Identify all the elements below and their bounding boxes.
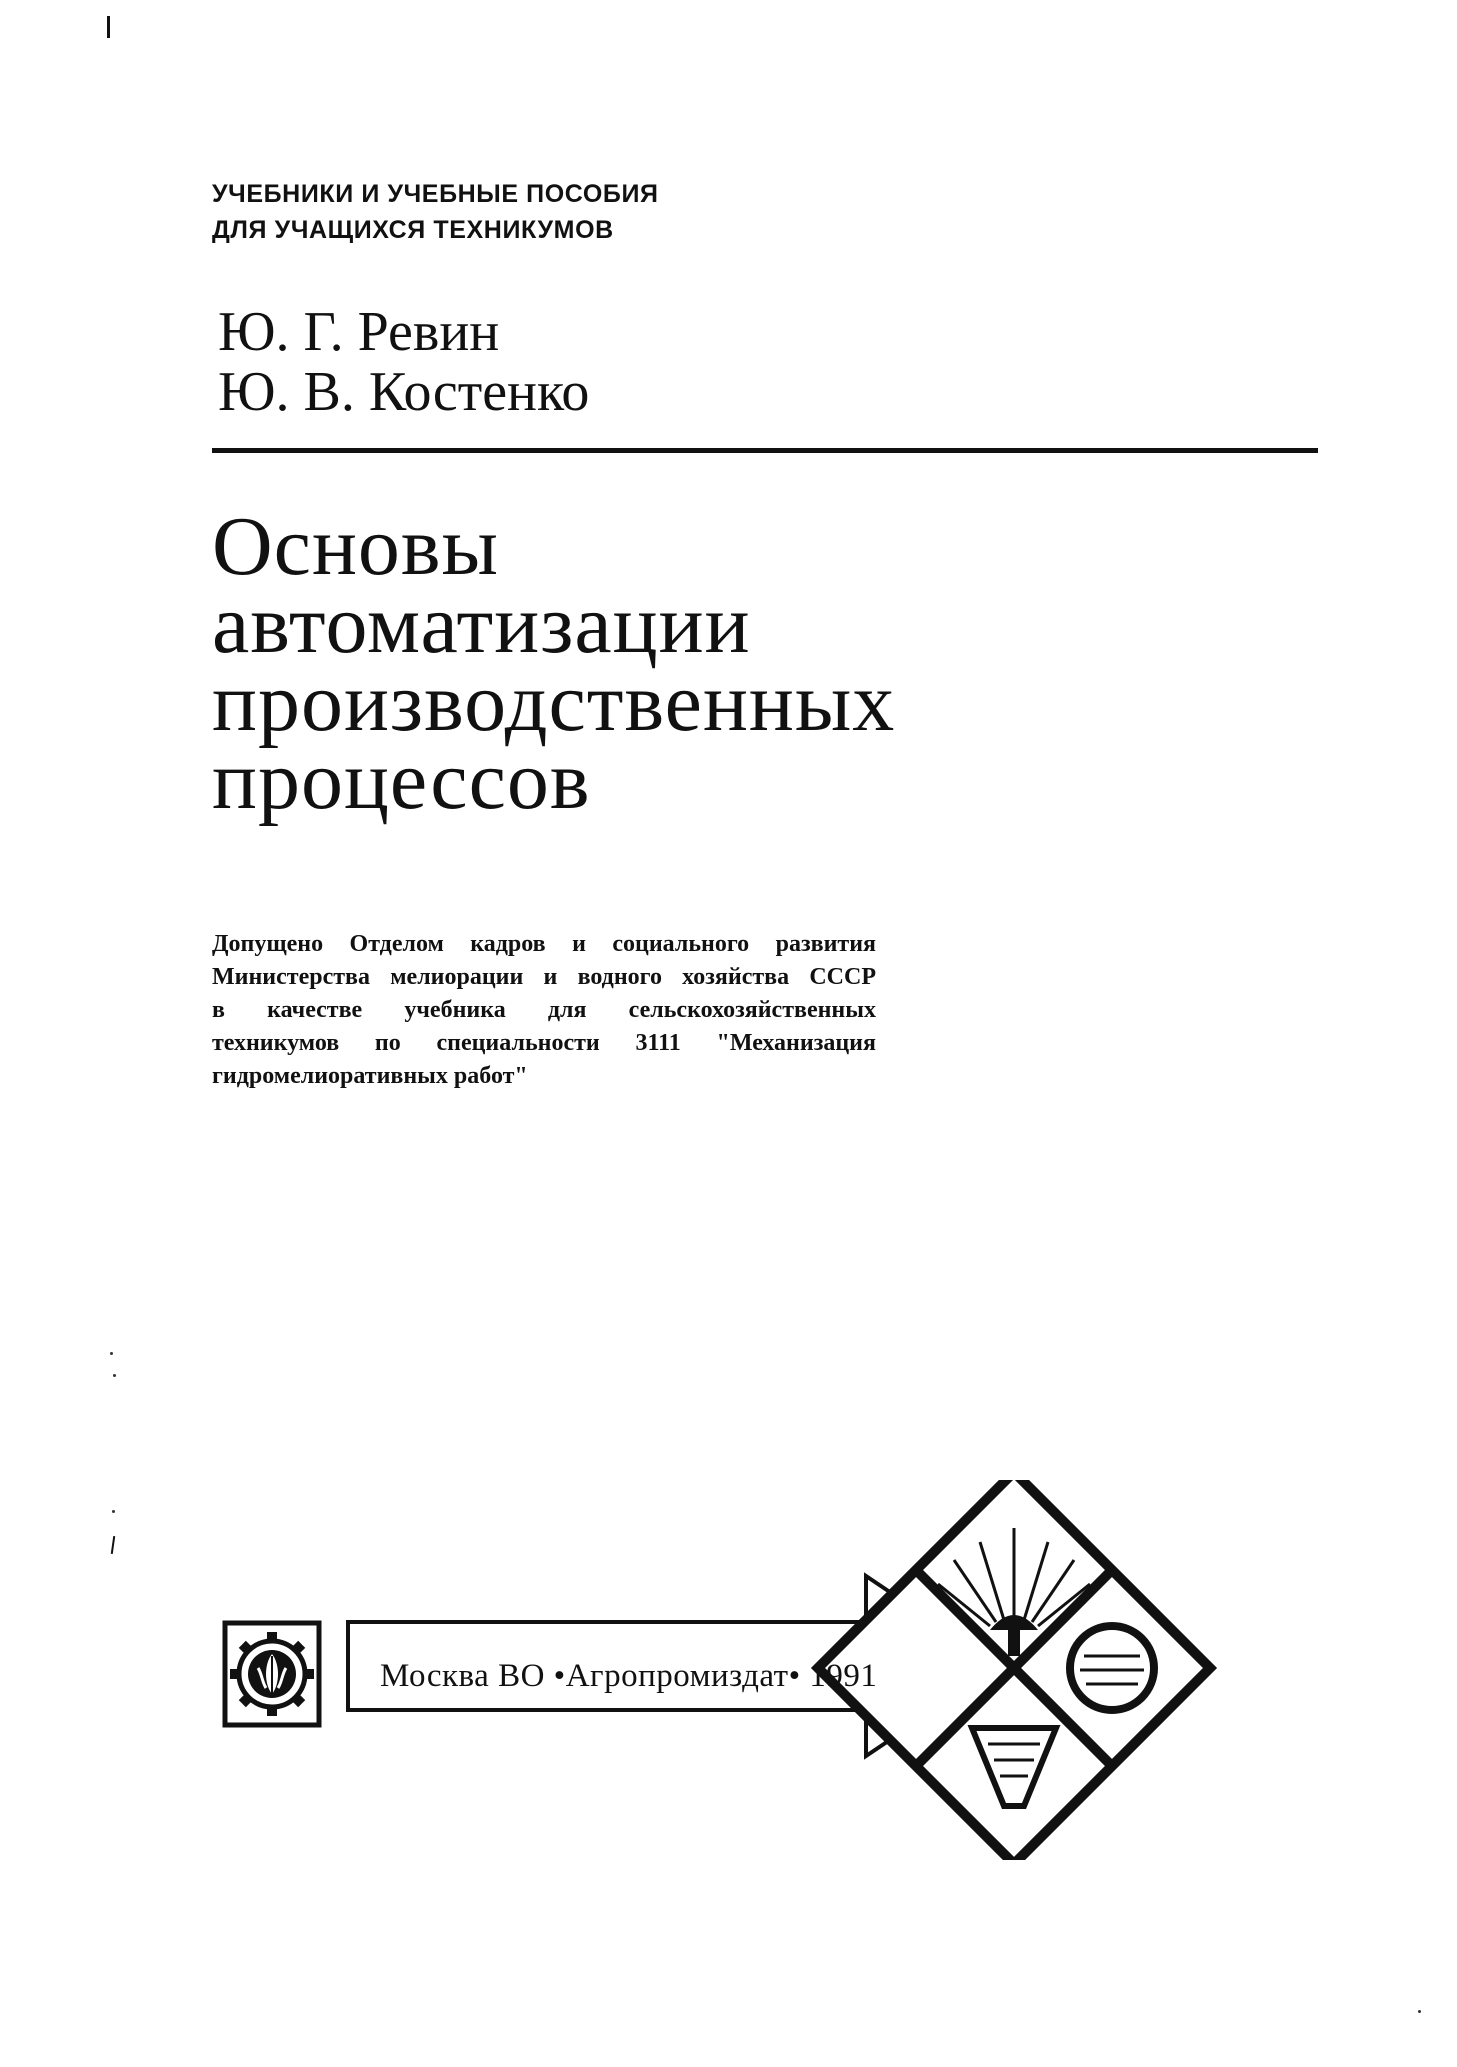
approval-notice [212,928,876,1093]
divider-rule [212,448,1318,453]
gear-wheat-emblem-icon [222,1620,322,1728]
approval-line-4: техникумов по специальности 3111 "Механизация [212,1030,876,1056]
scan-dot [113,1374,116,1377]
scan-dot [110,1352,113,1355]
publisher-imprint: Москва ВО •Агропромиздат• 1991 [380,1658,878,1694]
approval-line-1: Допущено Отделом кадров и социального развития [212,931,876,957]
title-line-4: процессов [212,734,591,827]
series-heading [212,176,659,248]
approval-line-2: Министерства мелиорации и водного хозяйства СССР [212,964,876,990]
scan-mark-top [107,16,110,38]
approval-line-3: в качестве учебника для сельскохозяйственных [212,997,876,1023]
author-2: Ю. В. Костенко [218,361,590,423]
approval-line-5: гидромелиоративных работ" [212,1063,528,1089]
scan-mark-left [111,1536,115,1554]
title-line-1: Основы [212,500,499,593]
scan-dot [112,1510,115,1513]
authors [218,302,589,422]
author-1: Ю. Г. Ревин [218,301,500,363]
title-line-3: производственных [212,656,896,749]
book-title [212,500,896,827]
title-line-2: автоматизации [212,578,751,671]
scan-dot [1418,2010,1421,2013]
series-line-1: УЧЕБНИКИ И УЧЕБНЫЕ ПОСОБИЯ [212,180,659,208]
series-line-2: ДЛЯ УЧАЩИХСЯ ТЕХНИКУМОВ [212,216,614,244]
